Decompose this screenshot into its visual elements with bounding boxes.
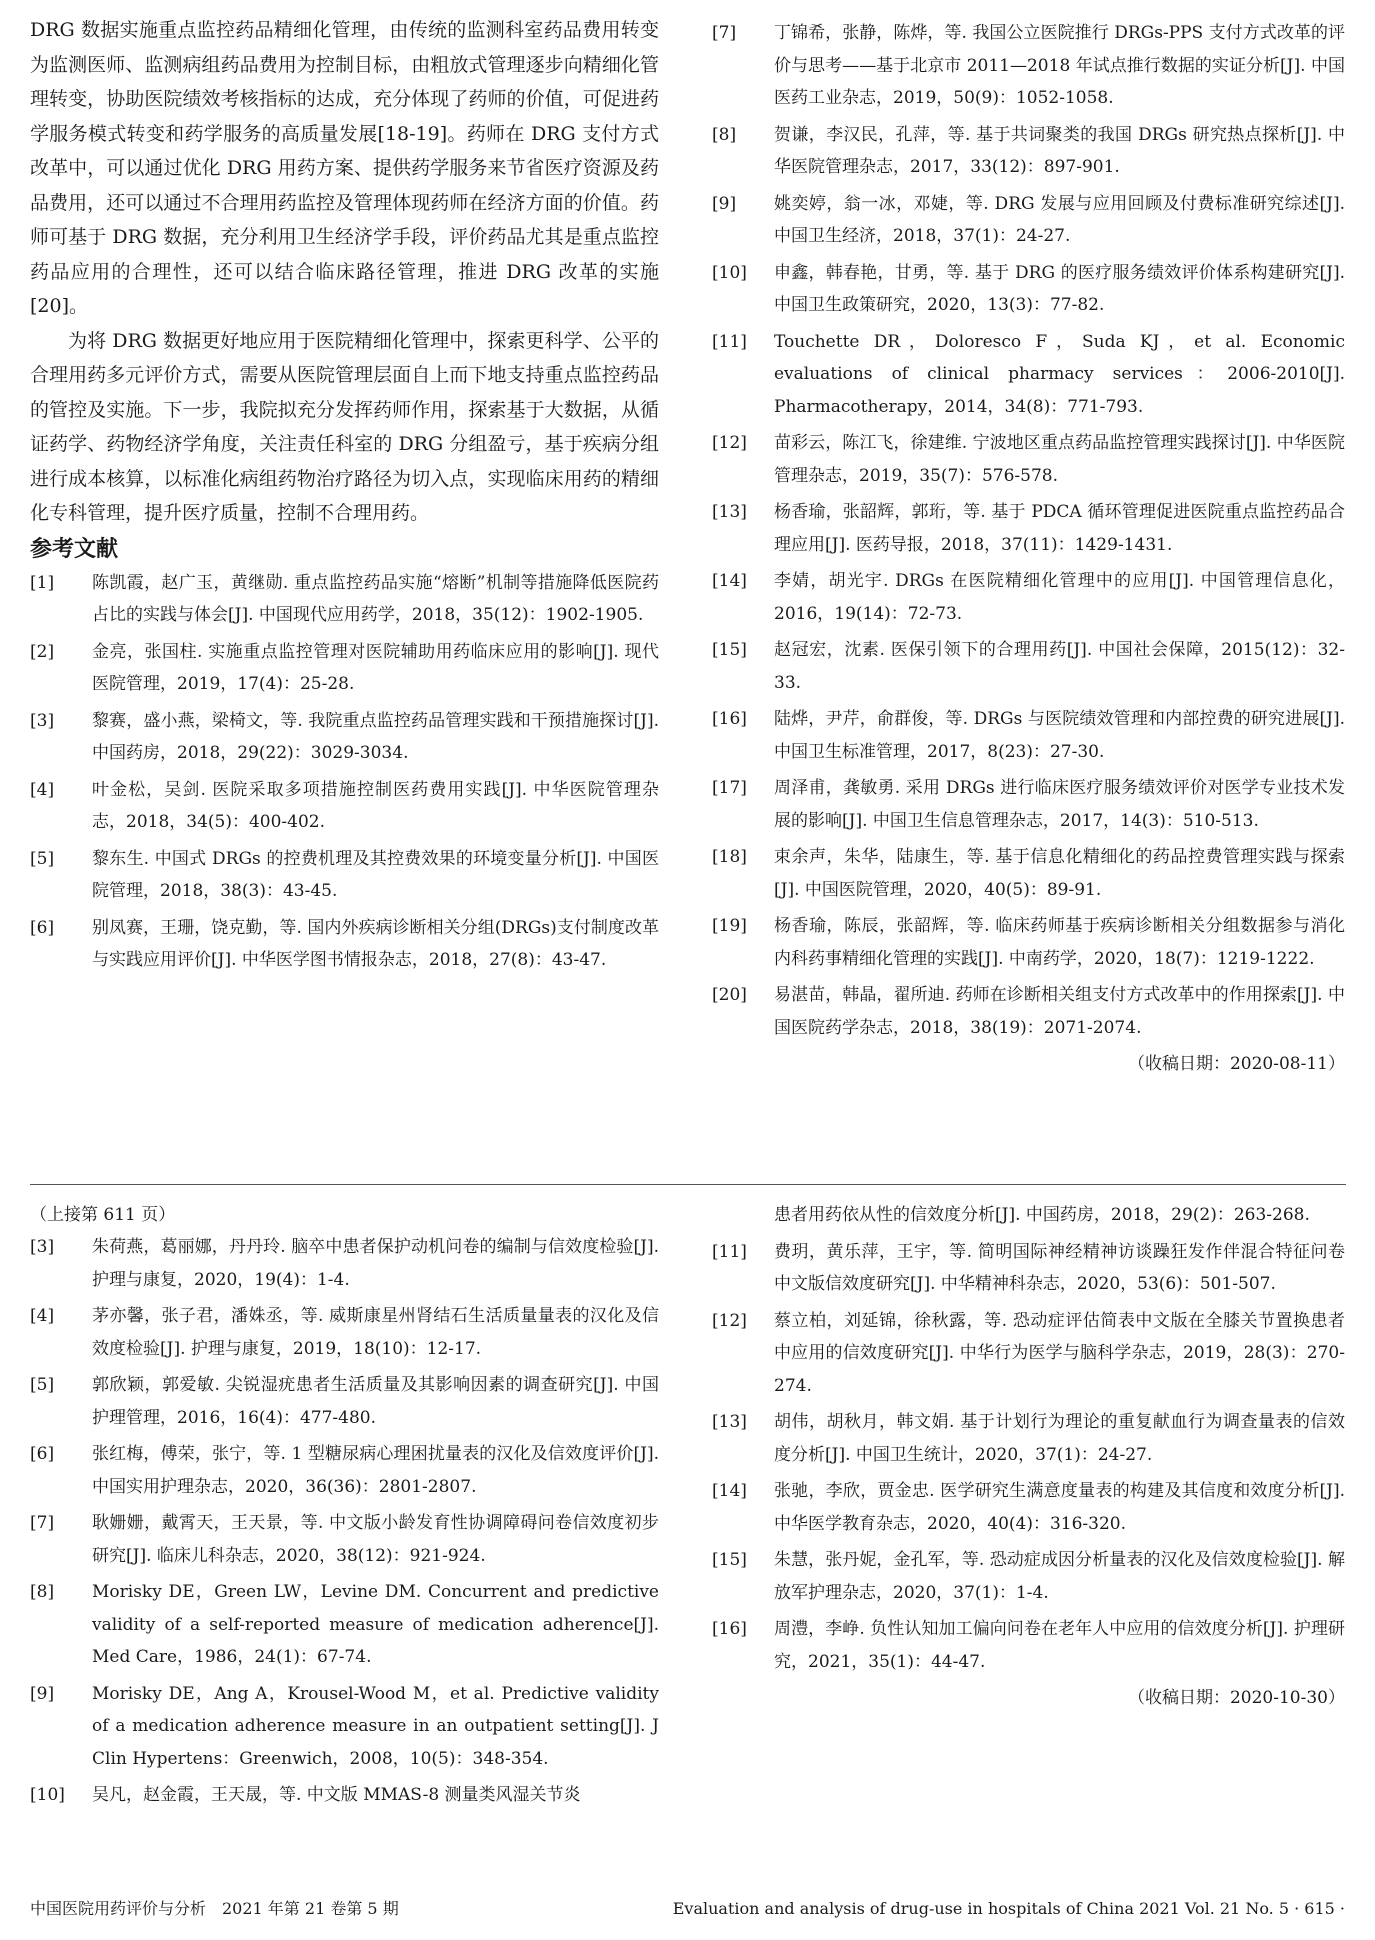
reference-number: [18] — [712, 847, 747, 867]
reference-number: [17] — [712, 778, 747, 798]
section-divider — [30, 1184, 1346, 1185]
reference-text: 蔡立柏，刘延锦，徐秋露，等. 恐动症评估简表中文版在全膝关节置换患者中应用的信效度研究[J]. 中华行为医学与脑科学杂志，2019，28(3)：270-274. — [774, 1310, 1345, 1396]
received-date: （收稿日期：2020-08-11） — [1127, 1054, 1345, 1074]
reference-number: [15] — [712, 640, 747, 660]
continued-from-note: （上接第 611 页） — [30, 1205, 176, 1225]
reference-text: 张驰，李欣，贾金忠. 医学研究生满意度量表的构建及其信度和效度分析[J]. 中华医学教育杂志，2020，40(4)：316-320. — [774, 1481, 1345, 1534]
body-paragraph: DRG 数据实施重点监控药品精细化管理，由传统的监测科室药品费用转变为监测医师、监测病组药品费用为控制目标，由粗放式管理逐步向精细化管理转变，协助医院绩效考核指标的达成，充分体现了药师的价值，可促进药学服务模式转变和药学服务的高质量发展[18-19]。药师在 DRG 支付方式改革中，可以通过优化 DRG 用药方案、提供药学服务来节省医疗资源及药品费用，还可以通过不合理用药监控及管理体现药师在经济方面的价值。药师可基于 DRG 数据，充分利用卫生经济学手段，评价药品尤其是重点监控药品应用的合理性，还可以结合临床路径管理，推进 DRG 改革的实施[20]。 — [30, 19, 659, 317]
reference-list — [712, 17, 1345, 1044]
reference-item — [30, 1678, 659, 1776]
reference-text: 患者用药依从性的信效度分析[J]. 中国药房，2018，29(2)：263-268. — [774, 1205, 1310, 1225]
reference-item — [30, 1300, 659, 1365]
reference-text: 费玥，黄乐萍，王宇，等. 简明国际神经精神访谈躁狂发作伴混合特征问卷中文版信效度研究[J]. 中华精神科杂志，2020，53(6)：501-507. — [774, 1241, 1345, 1294]
reference-text: 耿姗姗，戴霄天，王天景，等. 中文版小龄发育性协调障碍问卷信效度初步研究[J]. 临床儿科杂志，2020，38(12)：921-924. — [92, 1513, 659, 1566]
reference-text: 张红梅，傅荣，张宁，等. 1 型糖尿病心理困扰量表的汉化及信效度评价[J]. 中国实用护理杂志，2020，36(36)：2801-2807. — [92, 1444, 659, 1497]
reference-item — [712, 496, 1345, 561]
reference-number: [10] — [30, 1785, 65, 1805]
reference-text: 李婧，胡光宇. DRGs 在医院精细化管理中的应用[J]. 中国管理信息化，2016，19(14)：72-73. — [774, 571, 1345, 624]
reference-text: 郭欣颖，郭爱敏. 尖锐湿疣患者生活质量及其影响因素的调查研究[J]. 中国护理管理，2016，16(4)：477-480. — [92, 1375, 659, 1428]
reference-list — [30, 1231, 659, 1812]
footer-journal-cn: 中国医院用药评价与分析 2021 年第 21 卷第 5 期 — [30, 1899, 399, 1918]
reference-item — [712, 427, 1345, 492]
reference-number: [4] — [30, 779, 55, 800]
reference-number: [11] — [712, 1241, 747, 1262]
reference-text: Morisky DE，Green LW，Levine DM. Concurrent and predictive validity of a self-reported measure of medication adherence[J]. Med Care，1986，24(1)：67-74. — [92, 1582, 659, 1667]
received-date: （收稿日期：2020-10-30） — [1127, 1688, 1345, 1708]
reference-item — [30, 912, 659, 977]
reference-number: [13] — [712, 502, 747, 522]
reference-item — [30, 774, 659, 839]
reference-number: [5] — [30, 1375, 55, 1395]
reference-number: [4] — [30, 1306, 55, 1326]
reference-number: [16] — [712, 1619, 747, 1639]
reference-number: [11] — [712, 331, 747, 352]
reference-item — [712, 703, 1345, 768]
reference-item — [712, 1613, 1345, 1678]
reference-item — [30, 1438, 659, 1503]
reference-number: [2] — [30, 641, 55, 662]
reference-number: [19] — [712, 916, 747, 936]
reference-text: 杨香瑜，陈辰，张韶辉，等. 临床药师基于疾病诊断相关分组数据参与消化内科药事精细化管理的实践[J]. 中南药学，2020，18(7)：1219-1222. — [774, 916, 1345, 969]
reference-text: 易湛苗，韩晶，翟所迪. 药师在诊断相关组支付方式改革中的作用探索[J]. 中国医院药学杂志，2018，38(19)：2071-2074. — [774, 985, 1345, 1038]
reference-text: 朱荷燕，葛丽娜，丹丹玲. 脑卒中患者保护动机问卷的编制与信效度检验[J]. 护理与康复，2020，19(4)：1-4. — [92, 1237, 659, 1290]
reference-text: 别凤赛，王珊，饶克勤，等. 国内外疾病诊断相关分组(DRGs)支付制度改革与实践应用评价[J]. 中华医学图书情报杂志，2018，27(8)：43-47. — [92, 917, 659, 970]
reference-text: 陈凯霞，赵广玉，黄继勋. 重点监控药品实施“熔断”机制等措施降低医院药占比的实践与体会[J]. 中国现代应用药学，2018，35(12)：1902-1905. — [92, 572, 659, 625]
reference-item — [712, 1475, 1345, 1540]
reference-number: [14] — [712, 1481, 747, 1501]
reference-item — [30, 567, 659, 632]
reference-number: [10] — [712, 262, 747, 283]
reference-number: [1] — [30, 572, 55, 593]
reference-number: [5] — [30, 848, 55, 869]
reference-number: [15] — [712, 1550, 747, 1570]
reference-list — [712, 1236, 1345, 1679]
reference-list — [30, 567, 659, 977]
reference-item — [30, 1231, 659, 1296]
reference-number: [6] — [30, 917, 55, 938]
reference-number: [12] — [712, 433, 747, 453]
reference-text: 周泽甫，龚敏勇. 采用 DRGs 进行临床医疗服务绩效评价对医学专业技术发展的影响[J]. 中国卫生信息管理杂志，2017，14(3)：510-513. — [774, 778, 1345, 831]
body-paragraph: 为将 DRG 数据更好地应用于医院精细化管理中，探索更科学、公平的合理用药多元评价方式，需要从医院管理层面自上而下地支持重点监控药品的管控及实施。下一步，我院拟充分发挥药师作用，探索基于大数据，从循证药学、药物经济学角度，关注责任科室的 DRG 分组盈亏，基于疾病分组进行成本核算，以标准化病组药物治疗路径为切入点，实现临床用药的精细化专科管理，提升医疗质量，控制不合理用药。 — [30, 329, 659, 524]
reference-item — [712, 772, 1345, 837]
reference-item — [30, 1507, 659, 1572]
reference-item — [712, 17, 1345, 115]
top-left-column — [30, 13, 659, 981]
reference-number: [3] — [30, 710, 55, 731]
reference-item — [30, 843, 659, 908]
top-right-column — [712, 17, 1345, 1080]
reference-text: 姚奕婷，翁一冰，邓婕，等. DRG 发展与应用回顾及付费标准研究综述[J]. 中国卫生经济，2018，37(1)：24-27. — [774, 193, 1345, 246]
reference-number: [20] — [712, 985, 747, 1005]
reference-item — [30, 636, 659, 701]
reference-number: [3] — [30, 1237, 55, 1257]
reference-item — [712, 188, 1345, 253]
reference-number: [9] — [712, 193, 737, 214]
reference-number: [7] — [30, 1513, 55, 1533]
reference-text: 叶金松，吴剑. 医院采取多项措施控制医药费用实践[J]. 中华医院管理杂志，2018，34(5)：400-402. — [92, 779, 659, 832]
reference-text: 苗彩云，陈江飞，徐建维. 宁波地区重点药品监控管理实践探讨[J]. 中华医院管理杂志，2019，35(7)：576-578. — [774, 433, 1345, 486]
reference-item — [30, 705, 659, 770]
reference-text: 胡伟，胡秋月，韩文娟. 基于计划行为理论的重复献血行为调查量表的信效度分析[J]. 中国卫生统计，2020，37(1)：24-27. — [774, 1412, 1345, 1465]
bottom-left-column — [30, 1199, 659, 1816]
reference-text: 金亮，张国柱. 实施重点监控管理对医院辅助用药临床应用的影响[J]. 现代医院管理，2019，17(4)：25-28. — [92, 641, 659, 694]
reference-item — [712, 841, 1345, 906]
reference-number: [14] — [712, 571, 747, 591]
reference-item — [712, 634, 1345, 699]
reference-text: 贺谦，李汉民，孔萍，等. 基于共词聚类的我国 DRGs 研究热点探析[J]. 中华医院管理杂志，2017，33(12)：897-901. — [774, 124, 1345, 177]
reference-text: Morisky DE，Ang A，Krousel-Wood M，et al. Predictive validity of a medication adherence measure in an outpatient setting[J]. J Clin Hypertens：Greenwich，2008，10(5)：348-354. — [92, 1683, 659, 1769]
reference-number: [12] — [712, 1310, 747, 1331]
reference-item — [712, 979, 1345, 1044]
reference-text: 黎东生. 中国式 DRGs 的控费机理及其控费效果的环境变量分析[J]. 中国医院管理，2018，38(3)：43-45. — [92, 848, 659, 901]
reference-text: Touchette DR，Doloresco F，Suda KJ，et al. Economic evaluations of clinical pharmacy services：2006-2010[J]. Pharmacotherapy，2014，34(8)：771-793. — [774, 331, 1345, 417]
references-heading: 参考文献 — [30, 536, 119, 562]
reference-item — [712, 119, 1345, 184]
reference-text: 朱慧，张丹妮，金孔军，等. 恐动症成因分析量表的汉化及信效度检验[J]. 解放军护理杂志，2020，37(1)：1-4. — [774, 1550, 1345, 1603]
reference-text: 赵冠宏，沈素. 医保引领下的合理用药[J]. 中国社会保障，2015(12)：32-33. — [774, 640, 1345, 693]
reference-text: 黎赛，盛小燕，梁椅文，等. 我院重点监控药品管理实践和干预措施探讨[J]. 中国药房，2018，29(22)：3029-3034. — [92, 710, 659, 763]
reference-item — [712, 910, 1345, 975]
reference-text: 茅亦馨，张子君，潘姝丞，等. 威斯康星州肾结石生活质量量表的汉化及信效度检验[J]. 护理与康复，2019，18(10)：12-17. — [92, 1306, 659, 1359]
reference-item — [712, 1406, 1345, 1471]
reference-number: [8] — [30, 1582, 55, 1602]
reference-item — [30, 1779, 659, 1812]
reference-number: [16] — [712, 709, 747, 729]
reference-number: [8] — [712, 124, 737, 145]
reference-text: 丁锦希，张静，陈烨，等. 我国公立医院推行 DRGs-PPS 支付方式改革的评价与思考——基于北京市 2011—2018 年试点推行数据的实证分析[J]. 中国医药工业杂志，2019，50(9)：1052-1058. — [774, 23, 1345, 108]
reference-text: 吴凡，赵金霞，王天晟，等. 中文版 MMAS-8 测量类风湿关节炎 — [92, 1785, 581, 1805]
reference-item — [712, 257, 1345, 322]
reference-item — [712, 565, 1345, 630]
reference-item — [712, 1544, 1345, 1609]
reference-item — [712, 1305, 1345, 1403]
reference-text: 杨香瑜，张韶辉，郭珩，等. 基于 PDCA 循环管理促进医院重点监控药品合理应用[J]. 医药导报，2018，37(11)：1429-1431. — [774, 502, 1345, 555]
bottom-right-column — [712, 1199, 1345, 1714]
reference-item — [30, 1369, 659, 1434]
reference-text: 束余声，朱华，陆康生，等. 基于信息化精细化的药品控费管理实践与探索[J]. 中国医院管理，2020，40(5)：89-91. — [774, 847, 1345, 900]
reference-number: [13] — [712, 1412, 747, 1432]
footer-journal-en: Evaluation and analysis of drug-use in hospitals of China 2021 Vol. 21 No. 5 · 615 · — [672, 1899, 1345, 1918]
reference-item — [712, 326, 1345, 424]
reference-number: [6] — [30, 1444, 55, 1464]
reference-text: 申鑫，韩春艳，甘勇，等. 基于 DRG 的医疗服务绩效评价体系构建研究[J]. 中国卫生政策研究，2020，13(3)：77-82. — [774, 262, 1345, 315]
reference-continuation — [712, 1199, 1345, 1232]
reference-text: 周澧，李峥. 负性认知加工偏向问卷在老年人中应用的信效度分析[J]. 护理研究，2021，35(1)：44-47. — [774, 1619, 1345, 1672]
reference-item — [30, 1576, 659, 1674]
reference-item — [712, 1236, 1345, 1301]
reference-text: 陆烨，尹芹，俞群俊，等. DRGs 与医院绩效管理和内部控费的研究进展[J]. 中国卫生标准管理，2017，8(23)：27-30. — [774, 709, 1345, 762]
reference-number: [9] — [30, 1683, 55, 1704]
reference-number: [7] — [712, 23, 737, 43]
